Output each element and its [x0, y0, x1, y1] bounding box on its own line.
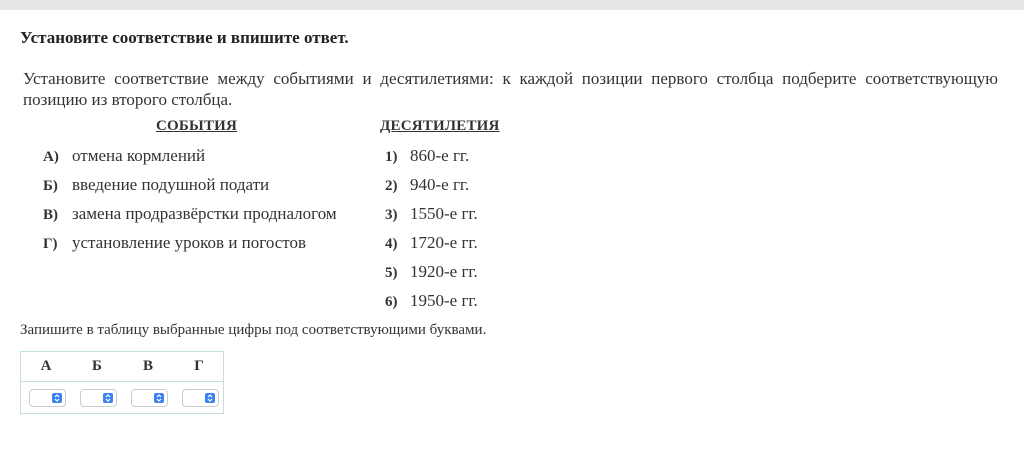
decade-key: 4)	[385, 236, 398, 252]
event-text: замена продразвёрстки продналогом	[72, 204, 337, 223]
event-item	[43, 204, 337, 224]
decade-key: 2)	[385, 178, 398, 194]
decade-text: 1950-е гг.	[410, 291, 478, 310]
answer-table-header	[21, 352, 223, 382]
question-text: Установите соответствие между событиями и десятилетиями: к каждой позиции первого столбца подберите соответствующую позицию из второго столбца.	[23, 69, 998, 109]
decade-text: 940-е гг.	[410, 175, 470, 194]
decade-item	[385, 175, 469, 195]
event-key: А)	[43, 149, 59, 165]
chevron-up-down-icon	[52, 393, 62, 403]
chevron-up-down-icon	[154, 393, 164, 403]
decades-column-header: ДЕСЯТИЛЕТИЯ	[380, 118, 500, 134]
answer-select-b[interactable]	[80, 389, 117, 407]
chevron-up-down-icon	[103, 393, 113, 403]
decade-item	[385, 233, 478, 253]
event-text: отмена кормлений	[72, 146, 206, 165]
answer-table	[20, 351, 224, 414]
events-column-header: СОБЫТИЯ	[156, 118, 238, 134]
event-text: установление уроков и погостов	[72, 233, 307, 252]
event-item	[43, 146, 205, 166]
event-item	[43, 175, 269, 195]
decade-item	[385, 146, 469, 166]
answer-letter-g: Г	[194, 358, 204, 374]
chevron-up-down-icon	[205, 393, 215, 403]
event-key: Г)	[43, 236, 58, 252]
decade-key: 3)	[385, 207, 398, 223]
event-item	[43, 233, 306, 253]
instruction-title: Установите соответствие и впишите ответ.	[20, 28, 349, 47]
answer-hint: Запишите в таблицу выбранные цифры под соответствующими буквами.	[20, 322, 487, 338]
answer-select-g[interactable]	[182, 389, 219, 407]
answer-letter-v: В	[142, 358, 153, 374]
decade-text: 860-е гг.	[410, 146, 470, 165]
answer-letter-a: А	[40, 358, 52, 374]
decade-item	[385, 204, 478, 224]
answer-letter-b: Б	[92, 358, 102, 374]
event-key: Б)	[43, 178, 58, 194]
decade-text: 1920-е гг.	[410, 262, 478, 281]
decade-item	[385, 262, 478, 282]
event-text: введение подушной подати	[72, 175, 270, 194]
decade-item	[385, 291, 478, 311]
decade-text: 1720-е гг.	[410, 233, 478, 252]
decade-key: 1)	[385, 149, 398, 165]
top-strip	[0, 0, 1024, 10]
event-key: В)	[43, 207, 58, 223]
decade-key: 6)	[385, 294, 398, 310]
answer-select-v[interactable]	[131, 389, 168, 407]
decade-key: 5)	[385, 265, 398, 281]
answer-select-a[interactable]	[29, 389, 66, 407]
decade-text: 1550-е гг.	[410, 204, 478, 223]
